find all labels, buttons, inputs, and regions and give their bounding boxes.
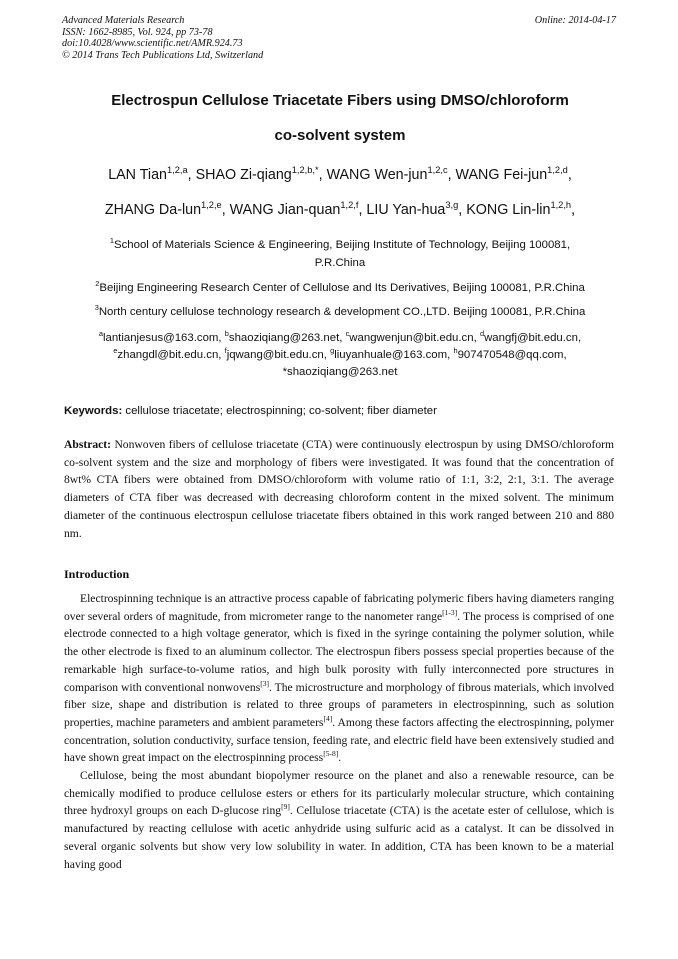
email-sup: b [224,329,229,339]
author-line-1: LAN Tian$^{1,2,a}$, SHAO Zi-qiang$^{1,2,b,*}$, WANG Wen-jun$^{1,2,c}$, WANG Fei-jun$^{1,2,d}$, [108,165,572,183]
author-name: WANG Wen-jun [326,167,428,183]
author-name: WANG Fei-jun [455,167,548,183]
citation-ref[interactable]: [1-3] [442,607,458,617]
author-name: SHAO Zi-qiang [195,167,292,183]
email-sup: h [453,346,458,356]
abstract-text: Nonwoven fibers of cellulose triacetate (CTA) were continuously electrospun by using DMSO/chloroform co-solvent system and the size and morphology of fibers were investigated. It was found that the concentration of 8wt% CTA fibers were obtained from DMSO/chloroform with volume ratio of 1:1, 3:2, 2:1, 3:1. The average diameters of CTA fiber was decreased with decreasing chloroform content in the mixed solvent. The minimum diameter of the continuous electrospun cellulose triacetate fibers obtained in this work ranged between 210 and 880 nm. [64,438,615,540]
email-address[interactable]: liuyanhuale@163.com [334,349,448,361]
author-sup: 1,2,e [201,200,222,211]
introduction-body [64,590,614,873]
email-sup: c [345,329,350,339]
author-sup: 1,2,h [550,200,572,211]
affiliation-3-text: North century cellulose technology research & development CO.,LTD. Beijing 100081, P.R.China [98,306,586,318]
author-sup: 1,2,a [167,165,188,176]
citation-ref[interactable]: [9] [281,802,290,812]
journal-header [62,15,263,61]
affiliation-1-sup: 1 [109,236,114,246]
affiliation-1 [50,236,630,272]
email-address[interactable]: wangfj@bit.edu.cn [484,332,578,344]
paragraph-text: . The microstructure and morphology of fibrous materials, which involved fiber size, shape and distribution is related to three groups of parameters in electrospinning, such as solution properties, machine parameters and ambient parameters [64,680,614,729]
email-sup: e [113,346,118,356]
author-name: KONG Lin-lin [466,202,551,218]
email-sup: d [479,329,485,339]
author-sup: 1,2,d [547,165,568,176]
email-line-2: $^e$zhangdl@bit.edu.cn, $^f$jqwang@bit.edu.cn, $^g$liuyanhuale@163.com, $^h$907470548@qq.com, [113,346,567,361]
email-line-1: $^a$lantianjesus@163.com, $^b$shaoziqiang@263.net, $^c$wangwenjun@bit.edu.cn, $^d$wangfj@bit.edu.cn, [98,329,582,344]
copyright: © 2014 Trans Tech Publications Ltd, Switzerland [62,49,264,61]
author-name: LAN Tian [108,167,167,183]
paragraph-text: . [338,751,342,765]
abstract [64,436,614,542]
affiliation-2 [50,279,630,297]
email-address[interactable]: lantianjesus@163.com [102,332,219,344]
keywords [64,405,437,417]
citation-ref[interactable]: [3] [260,678,270,688]
introduction-paragraph-2 [64,767,614,873]
affiliation-2-sup: 2 [95,279,100,289]
abstract-label: Abstract: [64,438,112,451]
author-sup: 1,2,c [427,165,448,176]
author-name: WANG Jian-quan [229,202,341,218]
corresponding-email[interactable]: *shaoziqiang@263.net [282,366,398,378]
affiliation-3 [50,303,630,321]
author-sup: 1,2,f [340,200,359,211]
keywords-text: cellulose triacetate; electrospinning; co-solvent; fiber diameter [125,405,437,417]
keywords-label: Keywords: [64,405,123,417]
paragraph-text: Cellulose, being the most abundant biopolymer resource on the planet and also a renewable resource, can be chemically modified to produce cellulose esters or ethers for its particularly molecular structure, which containing three hydroxyl groups on each D-glucose ring [64,769,614,818]
paragraph-text: . Among these factors affecting the electrospinning, polymer concentration, solution conductivity, surface tension, feeding rate, and electric field have been extensively studied and have shown great impact on the electrospinning process [64,715,614,765]
citation-ref[interactable]: [4] [323,714,333,724]
email-address[interactable]: zhangdl@bit.edu.cn [117,349,219,361]
email-address[interactable]: shaoziqiang@263.net [228,332,340,344]
journal-name: Advanced Materials Research [62,15,185,26]
affiliation-3-sup: 3 [94,303,99,313]
paragraph-text: Electrospinning technique is an attractive process capable of fabricating polymeric fibers having diameters ranging over several orders of magnitude, from micrometer range to the nanometer range [64,592,614,623]
author-name: LIU Yan-hua [366,202,446,218]
introduction-paragraph-1 [64,590,614,767]
paper-title-line-2: co-solvent system [274,127,406,144]
email-sup: g [330,346,335,356]
email-address[interactable]: jqwang@bit.edu.cn [226,349,324,361]
citation-ref[interactable]: [5-8] [323,749,339,759]
author-sup: 3,g [445,200,459,211]
email-address[interactable]: 907470548@qq.com [457,349,564,361]
email-address[interactable]: wangwenjun@bit.edu.cn [349,332,474,344]
online-date: Online: 2014-04-17 [534,15,616,26]
section-heading-introduction: Introduction [64,567,130,581]
paragraph-text: . Cellulose triacetate (CTA) is the acetate ester of cellulose, which is manufactured by reacting cellulose with acetic anhydride using sulfuric acid as a catalyst. It can be dissolved in several organic solvents but show very low solubility in water. In addition, CTA has been known to be a material having good [64,804,614,871]
author-name: ZHANG Da-lun [104,202,202,218]
paragraph-text: . The process is comprised of one electrode connected to a high voltage generator, which is fixed in the syringe containing the polymer solution, while the other electrode is fixed to an aluminum collector. The electrospun fibers possess special properties because of the remarkable high surface-to-volume ratios, and high bulk porosity with fully interconnected pore structures in comparison with conventional nonwovens [64,609,614,694]
doi[interactable]: doi:10.4028/www.scientific.net/AMR.924.73 [62,38,243,49]
email-sup: f [224,346,227,356]
author-line-2: ZHANG Da-lun$^{1,2,e}$, WANG Jian-quan$^{1,2,f}$, LIU Yan-hua$^{3,g}$, KONG Lin-lin$^{1,2,h}$, [104,200,576,218]
affiliation-1-line-1: School of Materials Science & Engineering, Beijing Institute of Technology, Beijing 100081, [114,239,571,251]
email-sup: a [98,329,103,339]
author-sup: 1,2,b,* [291,165,319,176]
issn: ISSN: 1662-8985, Vol. 924, pp 73-78 [62,26,213,38]
paper-title-line-1: Electrospun Cellulose Triacetate Fibers using DMSO/chloroform [111,92,569,109]
affiliation-1-line-2: P.R.China [314,257,366,269]
affiliation-2-text: Beijing Engineering Research Center of Cellulose and Its Derivatives, Beijing 100081, P.R.China [99,282,585,294]
